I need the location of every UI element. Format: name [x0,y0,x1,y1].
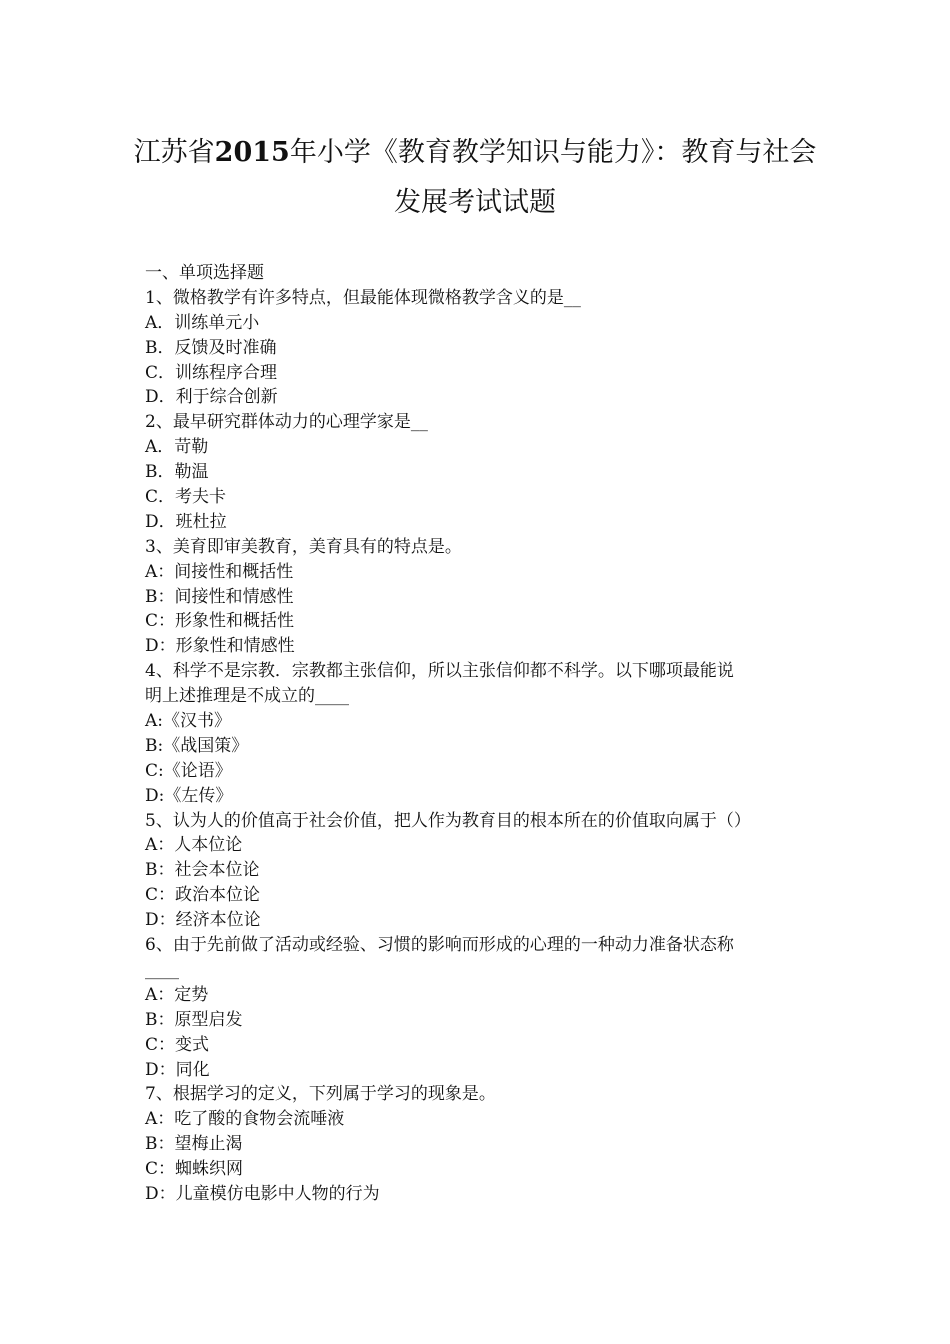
question-stem: 3、美育即审美教育，美育具有的特点是。 [145,536,462,557]
answer-option: A：吃了酸的食物会流唾液 [145,1109,345,1130]
document-title [0,139,950,166]
document-title-continued: 发展考试试题 [394,187,556,218]
answer-option: D：形象性和情感性 [145,636,295,657]
question-stem: 4、科学不是宗教．宗教都主张信仰，所以主张信仰都不科学。以下哪项最能说 [145,661,734,682]
answer-option: A：间接性和概括性 [145,561,294,582]
title-suffix: 年小学《教育教学知识与能力》：教育与社会 [289,137,817,168]
question-stem: 6、由于先前做了活动或经验、习惯的影响而形成的心理的一种动力准备状态称 [145,935,734,956]
answer-option: C．训练程序合理 [145,362,278,383]
question-stem: 5、认为人的价值高于社会价值，把人作为教育目的根本所在的价值取向属于（） [145,810,751,831]
question-stem: 明上述推理是不成立的____ [145,686,349,707]
answer-option: B．勒温 [145,462,209,483]
question-stem: 7、根据学习的定义，下列属于学习的现象是。 [145,1084,496,1105]
answer-option: C：政治本位论 [145,885,261,906]
answer-option: D．利于综合创新 [145,387,278,408]
question-list [145,261,810,1207]
answer-option: A．训练单元小 [145,312,260,333]
answer-option: B：社会本位论 [145,860,260,881]
answer-option: C：蜘蛛织网 [145,1159,244,1180]
answer-option: B：望梅止渴 [145,1134,243,1155]
answer-option: A：定势 [145,984,209,1005]
answer-option: B:《战国策》 [145,735,249,756]
question-stem: 2、最早研究群体动力的心理学家是__ [145,412,428,433]
answer-option: C．考夫卡 [145,487,227,508]
answer-option: B．反馈及时准确 [145,337,277,358]
question-stem: ____ [145,959,179,980]
answer-option: C：变式 [145,1034,210,1055]
answer-option: C：形象性和概括性 [145,611,295,632]
answer-option: C:《论语》 [145,760,232,781]
section-heading: 一、单项选择题 [145,263,264,283]
answer-option: D：同化 [145,1059,210,1080]
answer-option: D：儿童模仿电影中人物的行为 [145,1183,380,1204]
answer-option: B：原型启发 [145,1009,243,1030]
title-year: 2015 [214,137,290,168]
title-prefix: 江苏省 [133,137,215,168]
answer-option: A．苛勒 [145,437,209,458]
answer-option: B：间接性和情感性 [145,586,294,607]
answer-option: A:《汉书》 [145,711,232,732]
question-stem: 1、微格教学有许多特点，但最能体现微格教学含义的是__ [145,287,581,308]
answer-option: D．班杜拉 [145,511,227,532]
answer-option: D：经济本位论 [145,910,261,931]
answer-option: D:《左传》 [145,785,233,806]
answer-option: A：人本位论 [145,835,243,856]
